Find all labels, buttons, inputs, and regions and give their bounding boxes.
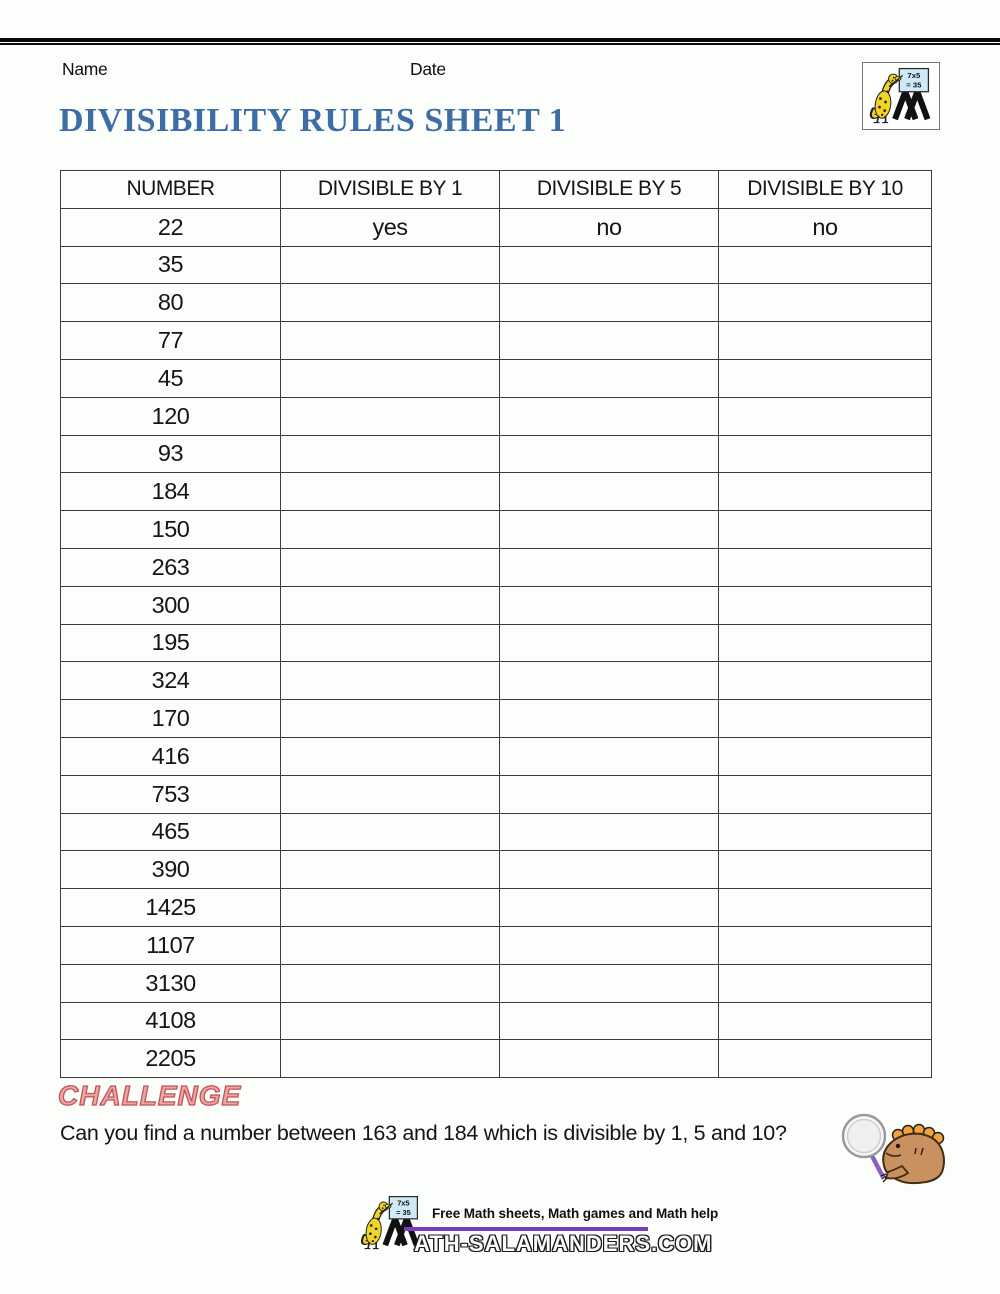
answer-cell — [281, 889, 500, 927]
answer-cell — [719, 889, 932, 927]
number-cell: 416 — [61, 737, 281, 775]
table-header-row — [61, 171, 932, 209]
answer-cell — [281, 284, 500, 322]
answer-cell — [719, 322, 932, 360]
table-row — [61, 208, 932, 246]
table-row — [61, 851, 932, 889]
table-row — [61, 775, 932, 813]
table-row — [61, 322, 932, 360]
answer-cell — [281, 511, 500, 549]
table-row — [61, 662, 932, 700]
table-row — [61, 700, 932, 738]
answer-cell — [719, 1002, 932, 1040]
answer-cell — [719, 851, 932, 889]
answer-cell — [719, 926, 932, 964]
magnifying-glass-icon — [843, 1115, 885, 1177]
table-row — [61, 1002, 932, 1040]
number-cell: 22 — [61, 208, 281, 246]
answer-cell — [500, 246, 719, 284]
answer-cell — [281, 359, 500, 397]
answer-cell — [500, 397, 719, 435]
answer-cell: yes — [281, 208, 500, 246]
answer-cell — [719, 435, 932, 473]
number-cell: 170 — [61, 700, 281, 738]
answer-cell — [719, 1040, 932, 1078]
answer-cell — [500, 359, 719, 397]
number-cell: 93 — [61, 435, 281, 473]
answer-cell — [500, 813, 719, 851]
answer-cell — [500, 586, 719, 624]
answer-cell — [500, 284, 719, 322]
answer-cell — [500, 737, 719, 775]
answer-cell — [281, 586, 500, 624]
number-cell: 150 — [61, 511, 281, 549]
answer-cell — [719, 586, 932, 624]
number-cell: 263 — [61, 548, 281, 586]
answer-cell — [281, 435, 500, 473]
answer-cell — [719, 511, 932, 549]
number-cell: 184 — [61, 473, 281, 511]
answer-cell — [719, 813, 932, 851]
number-cell: 390 — [61, 851, 281, 889]
table-row — [61, 511, 932, 549]
site-logo — [862, 62, 940, 130]
number-cell: 3130 — [61, 964, 281, 1002]
answer-cell — [719, 359, 932, 397]
answer-cell — [281, 851, 500, 889]
answer-cell — [500, 473, 719, 511]
page-title: DIVISIBILITY RULES SHEET 1 — [59, 102, 567, 139]
table-row — [61, 435, 932, 473]
top-divider — [0, 38, 1000, 45]
answer-cell — [500, 926, 719, 964]
worksheet-table — [60, 170, 932, 1078]
number-cell: 753 — [61, 775, 281, 813]
footer-tagline: Free Math sheets, Math games and Math help — [432, 1206, 719, 1221]
answer-cell — [281, 662, 500, 700]
date-label: Date — [410, 59, 446, 79]
number-cell: 1425 — [61, 889, 281, 927]
table-row — [61, 359, 932, 397]
table-row — [61, 586, 932, 624]
name-label: Name — [62, 59, 108, 79]
answer-cell — [500, 322, 719, 360]
answer-cell — [719, 284, 932, 322]
answer-cell — [500, 662, 719, 700]
footer-brand: ATH-SALAMANDERS.COM — [414, 1231, 713, 1256]
answer-cell — [500, 1040, 719, 1078]
column-header: NUMBER — [61, 171, 281, 209]
table-row — [61, 548, 932, 586]
answer-cell — [719, 700, 932, 738]
answer-cell — [719, 775, 932, 813]
number-cell: 80 — [61, 284, 281, 322]
answer-cell — [500, 1002, 719, 1040]
answer-cell — [281, 737, 500, 775]
answer-cell — [500, 964, 719, 1002]
table-row — [61, 397, 932, 435]
answer-cell — [281, 246, 500, 284]
answer-cell — [281, 322, 500, 360]
challenge-heading: CHALLENGE — [58, 1080, 242, 1111]
answer-cell — [500, 548, 719, 586]
number-cell: 45 — [61, 359, 281, 397]
answer-cell — [281, 926, 500, 964]
table-row — [61, 246, 932, 284]
table-row — [61, 889, 932, 927]
answer-cell — [719, 964, 932, 1002]
table-row — [61, 1040, 932, 1078]
challenge-question: Can you find a number between 163 and 184 which is divisible by 1, 5 and 10? — [60, 1121, 787, 1145]
column-header: DIVISIBLE BY 10 — [719, 171, 932, 209]
answer-cell — [281, 700, 500, 738]
number-cell: 300 — [61, 586, 281, 624]
number-cell: 324 — [61, 662, 281, 700]
column-header: DIVISIBLE BY 1 — [281, 171, 500, 209]
answer-cell — [281, 813, 500, 851]
table-row — [61, 284, 932, 322]
salamander-with-crest-icon — [881, 1125, 944, 1184]
footer — [358, 1194, 719, 1272]
answer-cell — [719, 397, 932, 435]
number-cell: 35 — [61, 246, 281, 284]
answer-cell — [500, 435, 719, 473]
answer-cell — [719, 246, 932, 284]
table-row — [61, 813, 932, 851]
number-cell: 2205 — [61, 1040, 281, 1078]
number-cell: 1107 — [61, 926, 281, 964]
answer-cell: no — [500, 208, 719, 246]
table-row — [61, 964, 932, 1002]
number-cell: 4108 — [61, 1002, 281, 1040]
column-header: DIVISIBLE BY 5 — [500, 171, 719, 209]
answer-cell — [281, 964, 500, 1002]
answer-cell — [500, 851, 719, 889]
answer-cell — [281, 473, 500, 511]
answer-cell — [719, 662, 932, 700]
answer-cell — [281, 624, 500, 662]
answer-cell — [719, 548, 932, 586]
answer-cell — [500, 700, 719, 738]
answer-cell — [281, 548, 500, 586]
answer-cell — [500, 624, 719, 662]
number-cell: 195 — [61, 624, 281, 662]
answer-cell — [500, 775, 719, 813]
footer-underline — [404, 1227, 648, 1231]
answer-cell — [719, 737, 932, 775]
table-row — [61, 737, 932, 775]
answer-cell: no — [719, 208, 932, 246]
table-row — [61, 926, 932, 964]
table-row — [61, 624, 932, 662]
challenge-salamander-illustration — [838, 1106, 950, 1186]
table-body — [61, 208, 932, 1077]
table-row — [61, 473, 932, 511]
answer-cell — [281, 397, 500, 435]
answer-cell — [500, 511, 719, 549]
answer-cell — [281, 775, 500, 813]
answer-cell — [281, 1040, 500, 1078]
number-cell: 465 — [61, 813, 281, 851]
answer-cell — [719, 473, 932, 511]
answer-cell — [719, 624, 932, 662]
answer-cell — [281, 1002, 500, 1040]
site-logo-icon — [866, 66, 936, 126]
answer-cell — [500, 889, 719, 927]
number-cell: 77 — [61, 322, 281, 360]
number-cell: 120 — [61, 397, 281, 435]
